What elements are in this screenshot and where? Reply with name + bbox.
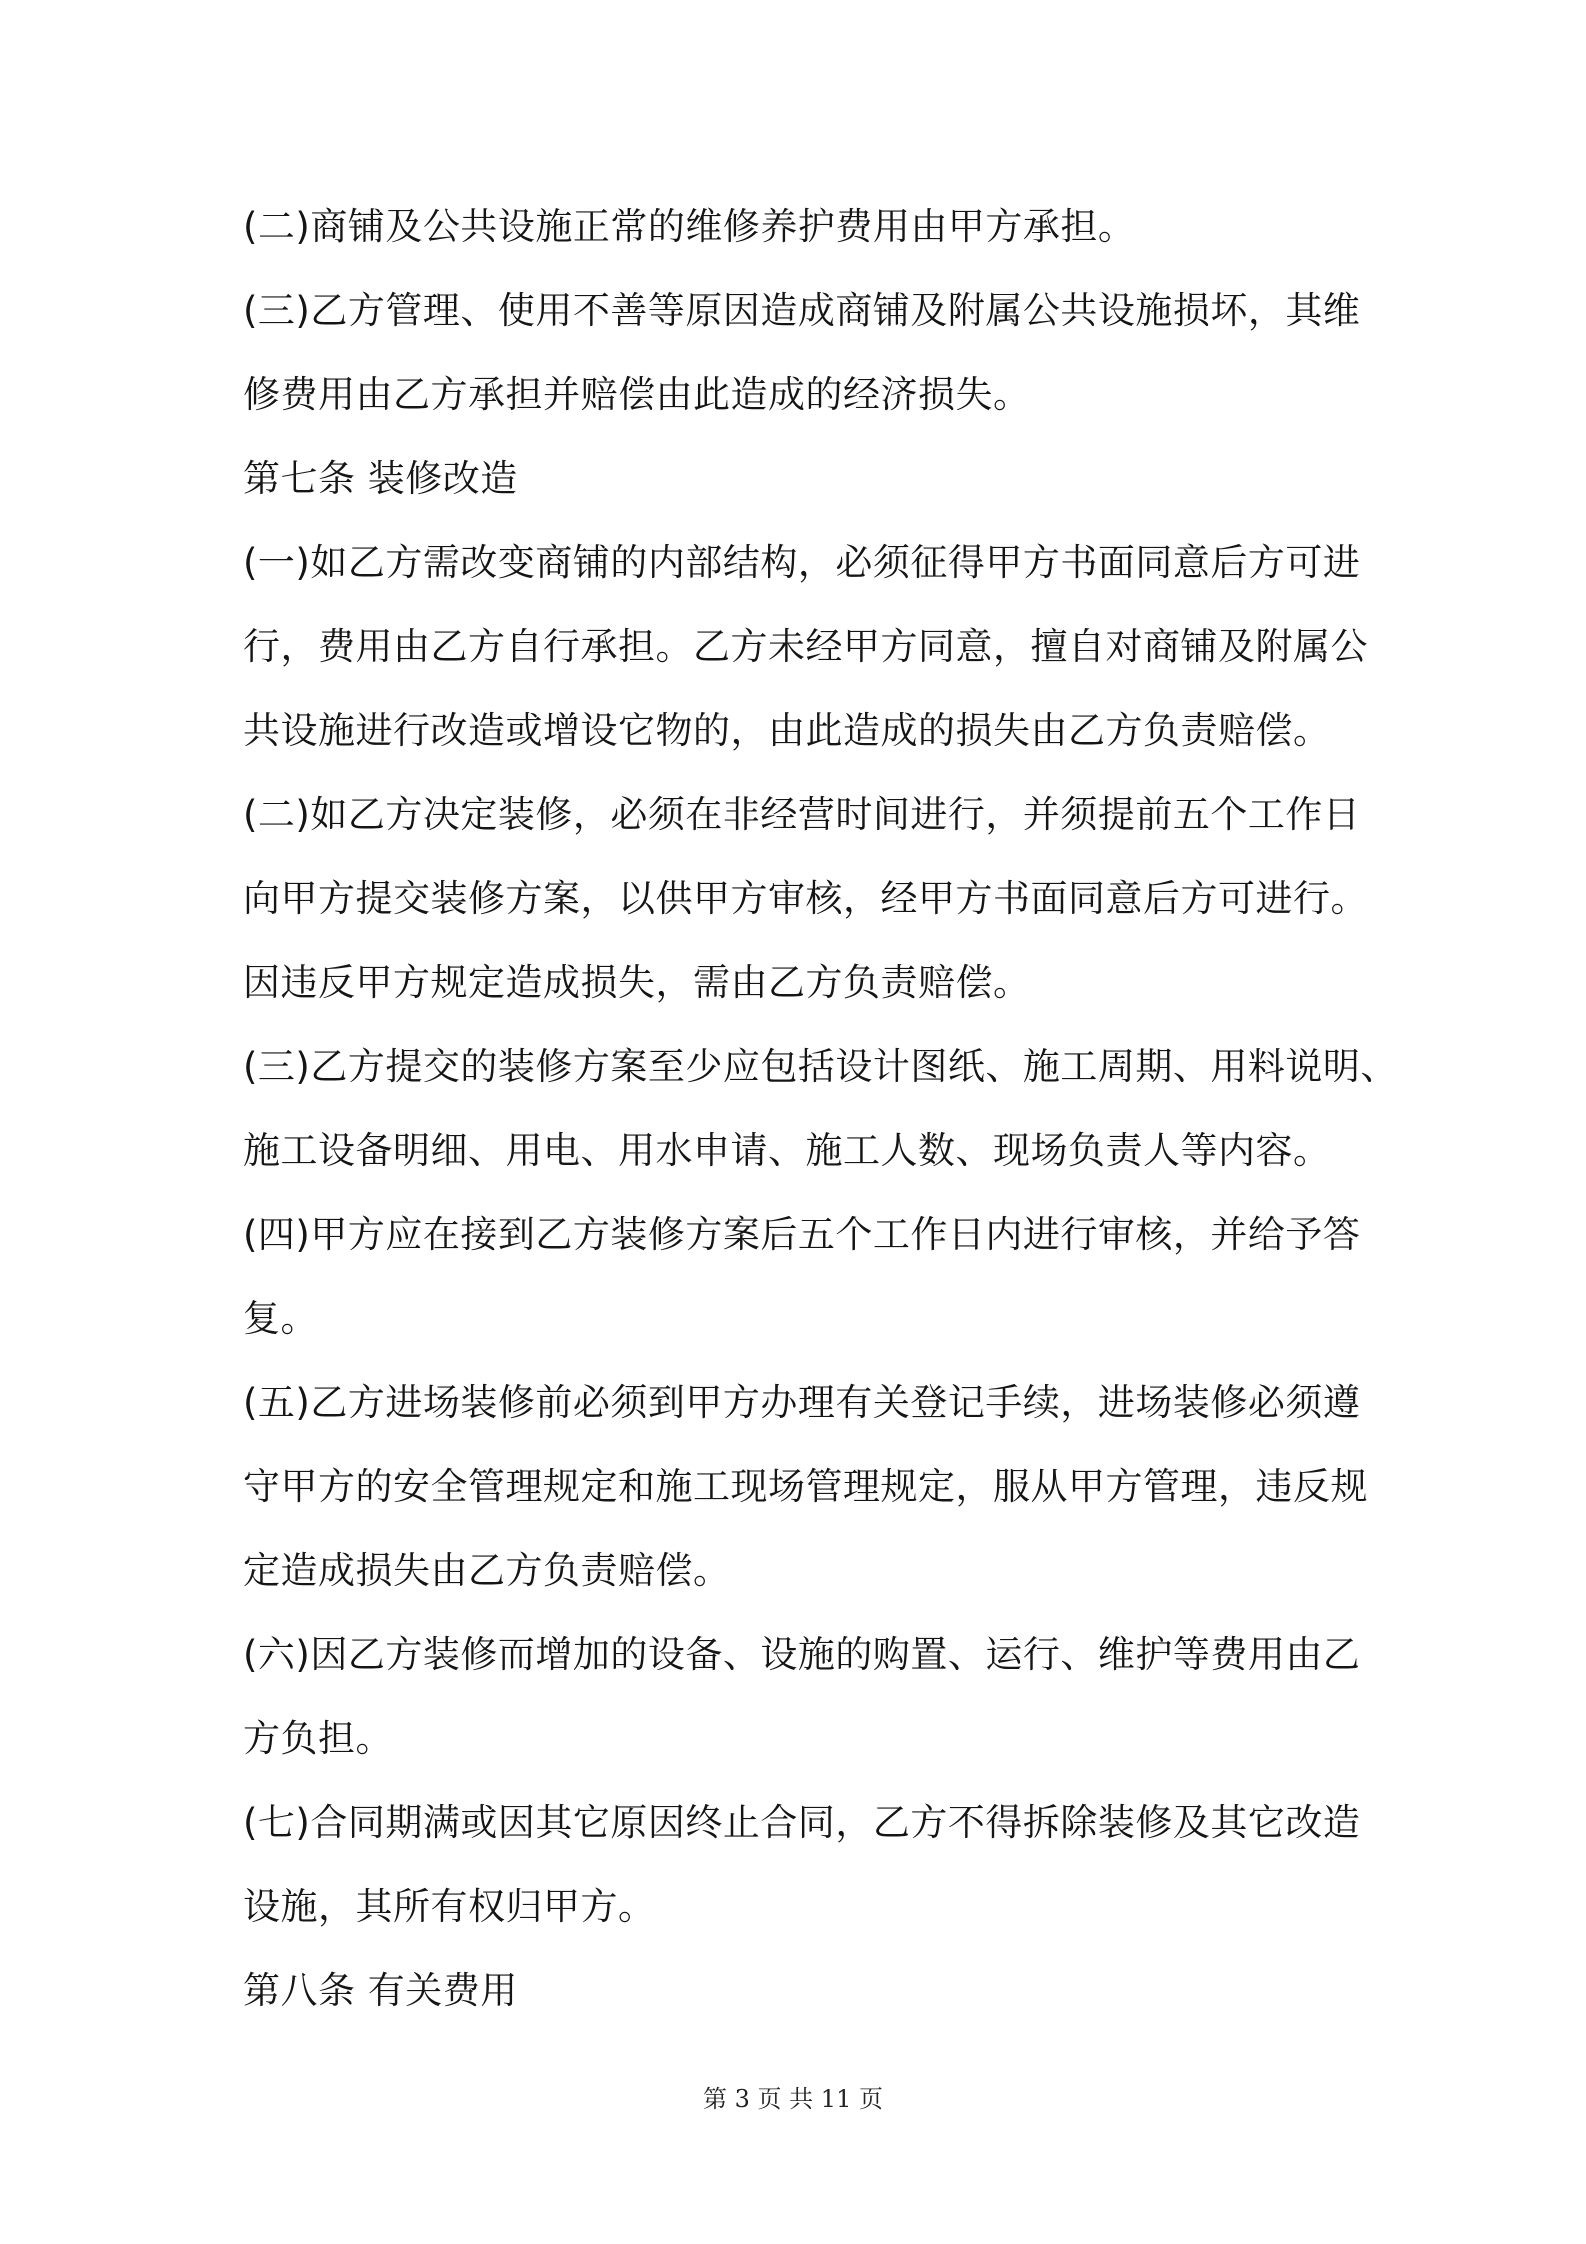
text-line: 复。 (243, 1297, 318, 1340)
text-line: (五)乙方进场装修前必须到甲方办理有关登记手续，进场装修必须遵 (243, 1381, 1361, 1424)
text-line: (一)如乙方需改变商铺的内部结构，必须征得甲方书面同意后方可进 (243, 541, 1361, 584)
text-line: 因违反甲方规定造成损失，需由乙方负责赔偿。 (243, 961, 1031, 1004)
page-number-footer: 第 3 页 共 11 页 (703, 2085, 883, 2113)
text-line: (三)乙方提交的装修方案至少应包括设计图纸、施工周期、用料说明、 (243, 1045, 1398, 1088)
text-line: (二)商铺及公共设施正常的维修养护费用由甲方承担。 (243, 205, 1136, 248)
section-heading: 第八条 有关费用 (243, 1969, 518, 2012)
document-body (243, 185, 1398, 2033)
text-line: 方负担。 (243, 1717, 393, 1760)
text-line: 守甲方的安全管理规定和施工现场管理规定，服从甲方管理，违反规 (243, 1465, 1368, 1508)
text-line: 设施，其所有权归甲方。 (243, 1885, 656, 1928)
text-line: (四)甲方应在接到乙方装修方案后五个工作日内进行审核，并给予答 (243, 1213, 1361, 1256)
text-line: (七)合同期满或因其它原因终止合同，乙方不得拆除装修及其它改造 (243, 1801, 1361, 1844)
text-line: 行，费用由乙方自行承担。乙方未经甲方同意，擅自对商铺及附属公 (243, 625, 1368, 668)
text-line: 共设施进行改造或增设它物的，由此造成的损失由乙方负责赔偿。 (243, 709, 1331, 752)
text-line: 向甲方提交装修方案，以供甲方审核，经甲方书面同意后方可进行。 (243, 877, 1368, 920)
text-line: (三)乙方管理、使用不善等原因造成商铺及附属公共设施损坏，其维 (243, 289, 1361, 332)
text-line: 修费用由乙方承担并赔偿由此造成的经济损失。 (243, 373, 1031, 416)
text-line: (二)如乙方决定装修，必须在非经营时间进行，并须提前五个工作日 (243, 793, 1361, 836)
text-line: 施工设备明细、用电、用水申请、施工人数、现场负责人等内容。 (243, 1129, 1331, 1172)
text-line: 定造成损失由乙方负责赔偿。 (243, 1549, 731, 1592)
section-heading: 第七条 装修改造 (243, 457, 518, 500)
text-line: (六)因乙方装修而增加的设备、设施的购置、运行、维护等费用由乙 (243, 1633, 1361, 1676)
